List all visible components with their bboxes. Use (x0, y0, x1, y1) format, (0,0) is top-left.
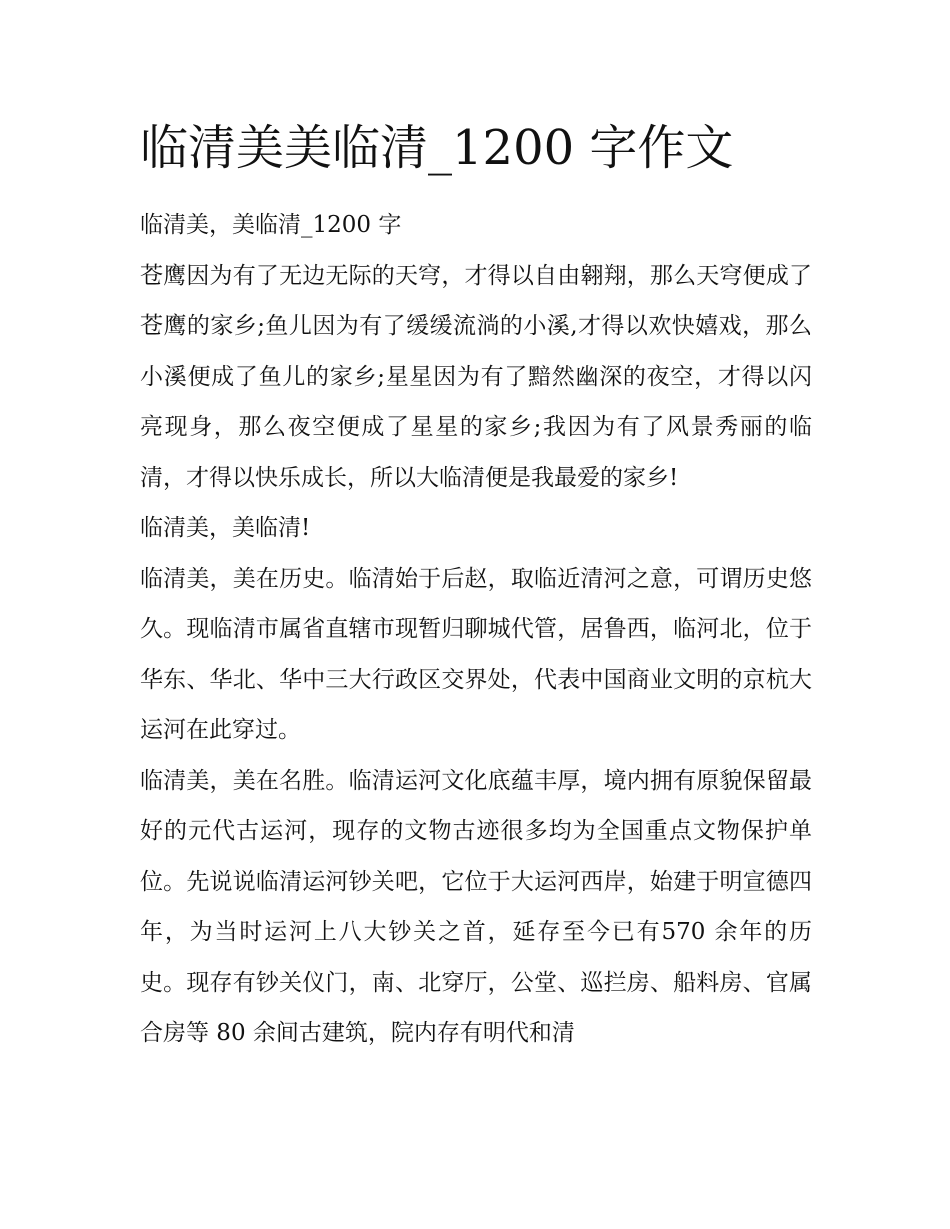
paragraph: 临清美，美在历史。临清始于后赵，取临近清河之意，可谓历史悠久。现临清市属省直辖市现暂归聊城代管，居鲁西，临河北，位于华东、华北、华中三大行政区交界处，代表中国商业文明的京杭大运河在此穿过。 (140, 565, 812, 743)
document-body (140, 200, 812, 1059)
document-subtitle: 临清美，美临清_1200 字 (140, 212, 402, 238)
paragraph: 临清美，美在名胜。临清运河文化底蕴丰厚，境内拥有原貌保留最好的元代古运河，现存的文物古迹很多均为全国重点文物保护单位。先说说临清运河钞关吧，它位于大运河西岸，始建于明宣德四年，为当时运河上八大钞关之首，延存至今已有570 余年的历史。现存有钞关仪门，南、北穿厅，公堂、巡拦房、船料房、官属合房等 80 余间古建筑，院内存有明代和清 (140, 767, 812, 1046)
paragraph: 苍鹰因为有了无边无际的天穹，才得以自由翱翔，那么天穹便成了苍鹰的家乡;鱼儿因为有了缓缓流淌的小溪,才得以欢快嬉戏，那么小溪便成了鱼儿的家乡;星星因为有了黯然幽深的夜空，才得以闪亮现身，那么夜空便成了星星的家乡;我因为有了风景秀丽的临清，才得以快乐成长，所以大临清便是我最爱的家乡! (140, 262, 812, 491)
document-title: 临清美美临清_1200 字作文 (140, 120, 734, 176)
paragraph: 临清美，美临清! (140, 515, 311, 541)
